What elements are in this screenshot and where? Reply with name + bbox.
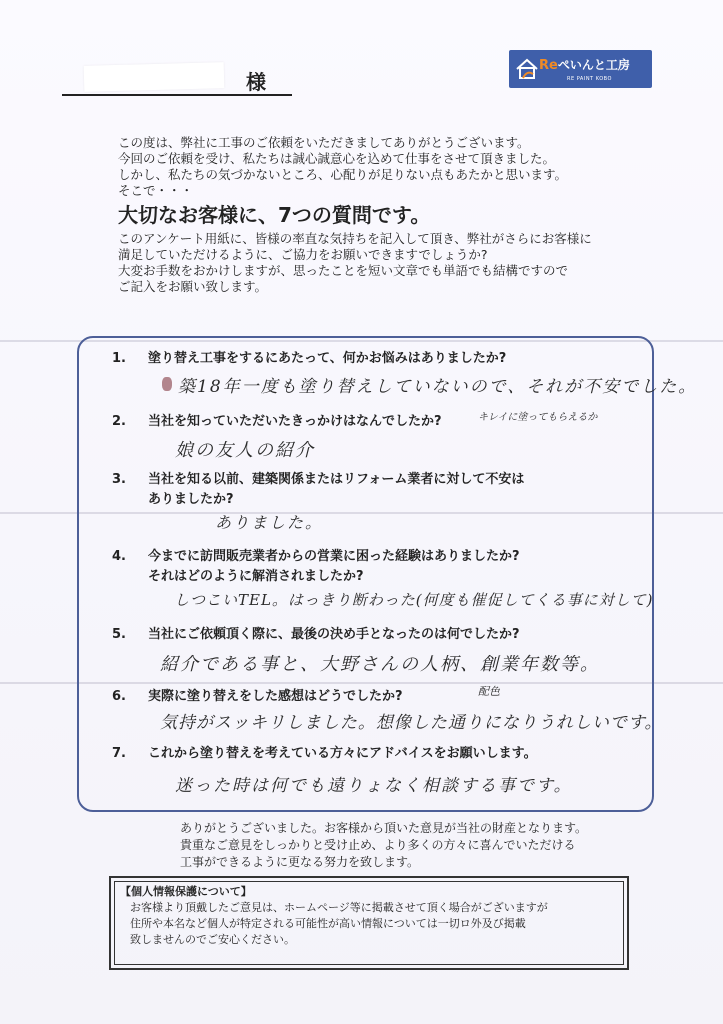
privacy-title: 【個人情報保護について】: [120, 885, 252, 898]
intro-line: 大変お手数をおかけしますが、思ったことを短い文章でも単語でも結構ですので: [118, 263, 569, 278]
closing-text: [180, 820, 587, 871]
question-2: 2. 当社を知っていただいたきっかけはなんでしたか?: [112, 414, 442, 429]
answer-2: 娘の友人の紹介: [175, 440, 315, 461]
headline: 大切なお客様に、7つの質問です。: [118, 203, 431, 227]
answer-3: ありました。: [215, 513, 324, 532]
logo-wordmark: Reぺいんと工房: [539, 58, 630, 73]
privacy-line: お客様より頂戴したご意見は、ホームページ等に掲載させて頂く場合がございますが: [130, 901, 548, 914]
redacted-name: [84, 62, 225, 92]
closing-line: 貴重なご意見をしっかりと受け止め、より多くの方々に喜んでいただける: [180, 838, 576, 852]
privacy-line: 住所や本名など個人が特定される可能性が高い情報については一切ロ外及び掲載: [130, 917, 526, 930]
company-logo: [509, 50, 652, 88]
intro-line: 満足していただけるように、ご協力をお願いできますでしょうか?: [118, 247, 488, 262]
intro-line: そこで・・・: [118, 183, 194, 198]
question-1: 1. 塗り替え工事をするにあたって、何かお悩みはありましたか?: [112, 351, 507, 366]
question-7: 7. これから塗り替えを考えている方々にアドバイスをお願いします。: [112, 746, 537, 761]
answer-5: 紹介である事と、大野さんの人柄、創業年数等。: [160, 654, 600, 675]
ink-smudge: [162, 377, 172, 391]
intro-line: この度は、弊社に工事のご依頼をいただきましてありがとうございます。: [118, 135, 530, 150]
house-icon: [515, 56, 541, 82]
customer-name-line: [62, 60, 292, 96]
honorific: 様: [246, 70, 268, 94]
question-3-cont: ありましたか?: [148, 492, 234, 507]
closing-line: 工事ができるように更なる努力を致します。: [180, 855, 420, 869]
question-6: 6. 実際に塗り替えをした感想はどうでしたか?: [112, 689, 403, 704]
answer-1: 築18年一度も塗り替えしていないので、それが不安でした。: [178, 377, 698, 397]
intro-line: しかし、私たちの気づかないところ、心配りが足りない点もあたかと思います。: [118, 167, 568, 182]
intro-line: ご記入をお願い致します。: [118, 279, 268, 294]
intro-text: [118, 135, 658, 295]
answer-2-note: キレイに塗ってもらえるか: [478, 412, 598, 423]
question-3: 3. 当社を知る以前、建築関係またはリフォーム業者に対して不安は: [112, 472, 525, 487]
question-4-cont: それはどのように解消されましたか?: [148, 569, 364, 584]
answer-6: 気持がスッキリしました。想像した通りになりうれしいです。: [160, 713, 663, 733]
answer-7: 迷った時は何でも遠りょなく相談する事です。: [175, 776, 573, 796]
answer-6-note: 配色: [478, 685, 500, 698]
intro-line: このアンケート用紙に、皆様の率直な気持ちを記入して頂き、弊社がさらにお客様に: [118, 231, 592, 246]
question-5: 5. 当社にご依頼頂く際に、最後の決め手となったのは何でしたか?: [112, 627, 520, 642]
answer-4: しつこいTEL。はっきり断わった(何度も催促してくる事に対して): [174, 591, 654, 609]
question-4: 4. 今までに訪問販売業者からの営業に困った経験はありましたか?: [112, 549, 520, 564]
logo-subtitle: RE PAINT KOBO: [567, 76, 612, 82]
privacy-notice-text: [120, 884, 548, 948]
intro-line: 今回のご依頼を受け、私たちは誠心誠意心を込めて仕事をさせて頂きました。: [118, 151, 556, 166]
privacy-line: 致しませんのでご安心ください。: [130, 933, 295, 946]
closing-line: ありがとうございました。お客様から頂いた意見が当社の財産となります。: [180, 821, 588, 835]
